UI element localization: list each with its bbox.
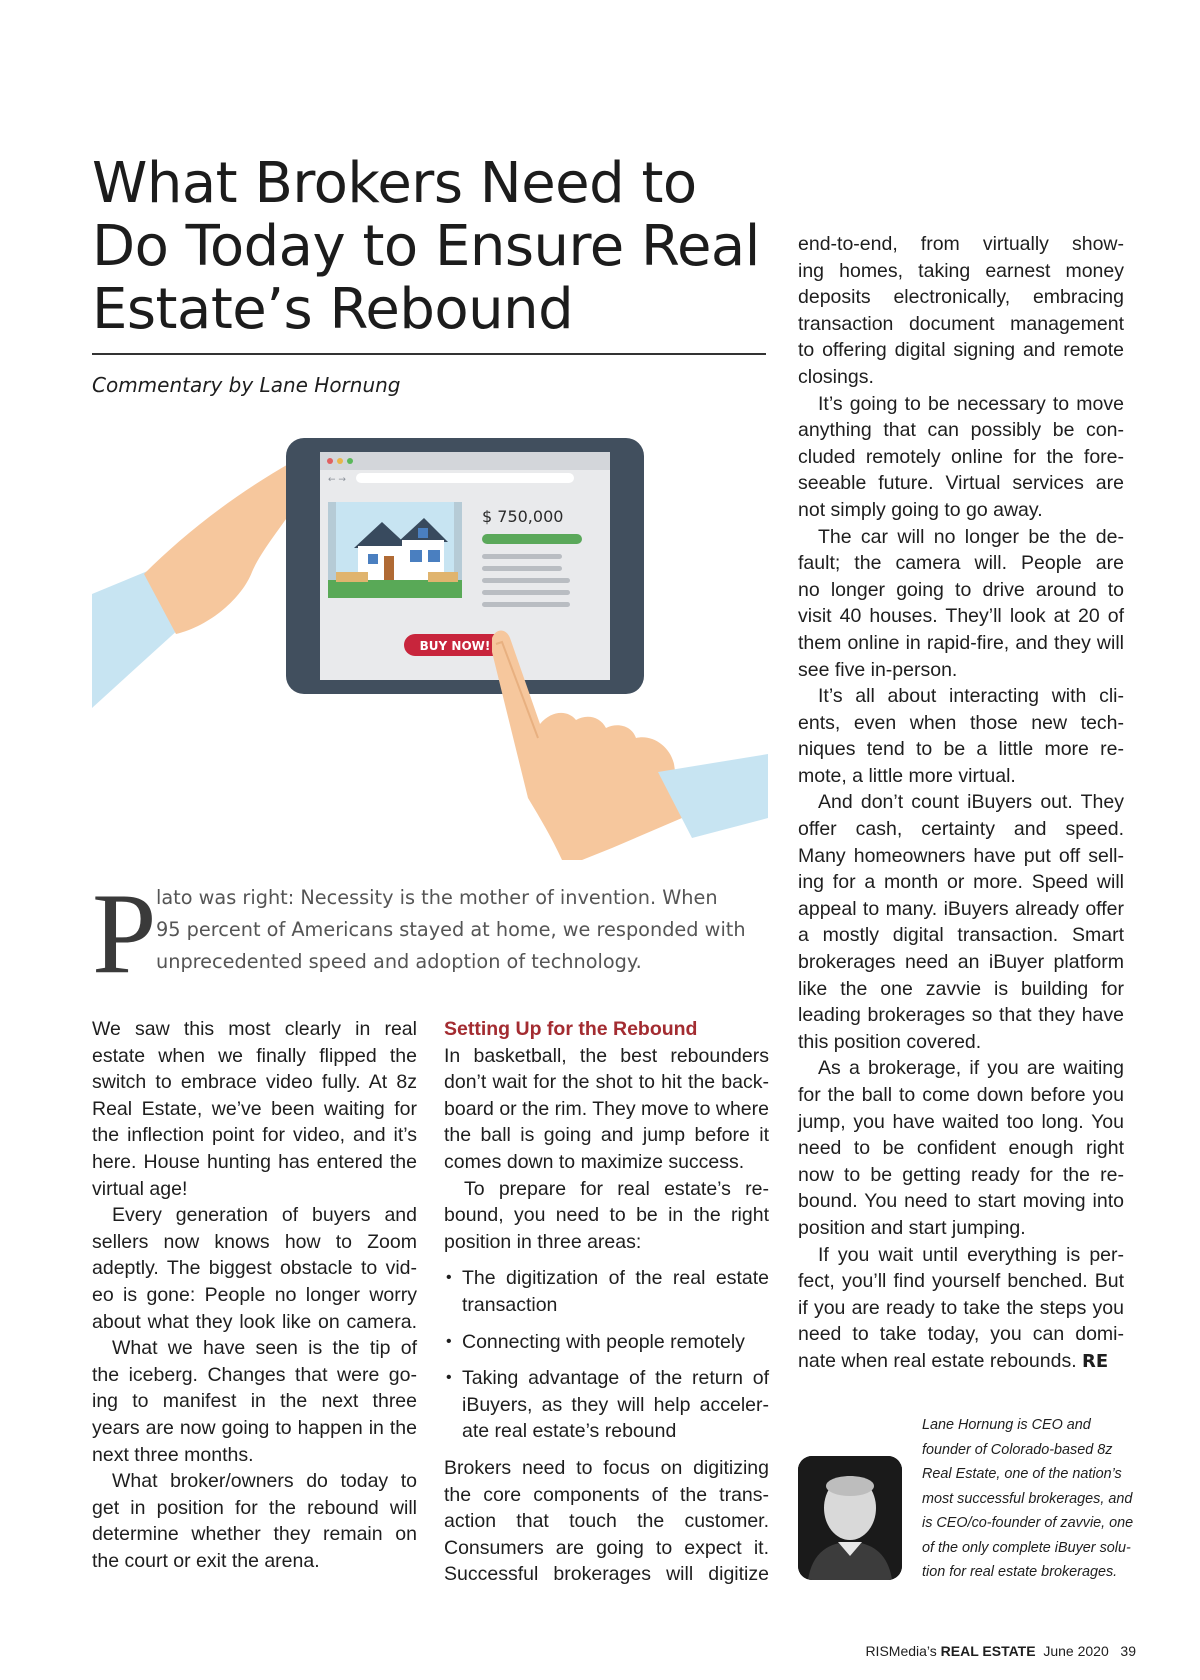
body-line: need to be confident enough right bbox=[798, 1137, 1124, 1160]
bio-line: Real Estate, one of the nation’s bbox=[922, 1466, 1122, 1482]
end-mark: RE bbox=[1082, 1350, 1109, 1372]
footer-magazine: REAL ESTATE bbox=[940, 1643, 1036, 1659]
body-column-2 bbox=[444, 1016, 769, 1588]
body-line: Many homeowners have put off sell- bbox=[798, 844, 1124, 867]
drop-cap: P bbox=[92, 870, 157, 998]
body-line-final: nate when real estate rebounds. bbox=[798, 1349, 1077, 1372]
footer-brand: RISMedia’s bbox=[865, 1643, 937, 1659]
bullet-item bbox=[444, 1265, 769, 1318]
body-line: To prepare for real estate’s re- bbox=[464, 1177, 769, 1200]
tablet-house-listing-illustration bbox=[92, 438, 768, 860]
intro-line: unprecedented speed and adoption of technology. bbox=[156, 950, 642, 973]
body-line: We saw this most clearly in real bbox=[92, 1018, 417, 1040]
body-line: determine whether they remain on bbox=[92, 1523, 417, 1546]
body-line bbox=[798, 1348, 1124, 1376]
intro-line: lato was right: Necessity is the mother of invention. When bbox=[156, 886, 718, 909]
body-line: sellers now knows how to Zoom bbox=[92, 1230, 417, 1253]
body-column-3 bbox=[798, 231, 1124, 1376]
bullet-line: iBuyers, as they will help acceler- bbox=[462, 1393, 769, 1416]
body-line: brokerages need an iBuyer platform bbox=[798, 951, 1124, 974]
body-line: ents, even when those new tech- bbox=[798, 711, 1124, 734]
svg-text:← →: ← → bbox=[328, 475, 346, 485]
body-line: Consumers are going to expect it. bbox=[444, 1536, 769, 1559]
body-line: years are now going to happen in the bbox=[92, 1416, 417, 1439]
body-line: And don’t count iBuyers out. They bbox=[818, 791, 1124, 814]
body-line: like the one zavvie is building for bbox=[798, 977, 1124, 1000]
body-line: no longer going to drive around to bbox=[798, 578, 1124, 601]
intro-paragraph bbox=[92, 870, 768, 998]
body-line: don’t wait for the shot to hit the back- bbox=[444, 1071, 769, 1094]
author-bio bbox=[922, 1413, 1134, 1585]
section-subhead: Setting Up for the Rebound bbox=[444, 1018, 698, 1040]
body-line: action that touch the customer. bbox=[444, 1510, 769, 1533]
body-line: them online in rapid-fire, and they will bbox=[798, 631, 1124, 654]
bio-line: founder of Colorado-based 8z bbox=[922, 1441, 1113, 1458]
body-line: about what they look like on camera. bbox=[92, 1310, 417, 1333]
author-photo-icon bbox=[798, 1456, 902, 1580]
body-line: now to be getting ready for the re- bbox=[798, 1163, 1124, 1186]
body-line: What broker/owners do today to bbox=[112, 1470, 417, 1493]
body-line: In basketball, the best rebounders bbox=[444, 1044, 769, 1067]
body-line: the iceberg. Changes that were go- bbox=[92, 1363, 417, 1386]
body-line: Real Estate, we’ve been waiting for bbox=[92, 1097, 417, 1120]
listing-price: $ 750,000 bbox=[482, 507, 564, 526]
bullet-line: transaction bbox=[462, 1293, 558, 1316]
body-line: this position covered. bbox=[798, 1030, 982, 1053]
body-line: need to take today, you can domi- bbox=[798, 1323, 1124, 1346]
body-column-1 bbox=[92, 1016, 417, 1574]
body-line: end-to-end, from virtually show- bbox=[798, 233, 1124, 255]
body-line: closings. bbox=[798, 365, 874, 388]
body-line: for the ball to come down before you bbox=[798, 1084, 1124, 1106]
body-line: seeable future. Virtual services are bbox=[798, 472, 1124, 495]
body-line: What we have seen is the tip of bbox=[112, 1337, 417, 1360]
body-line: the ball is going and jump before it bbox=[444, 1124, 769, 1147]
price-bar bbox=[482, 534, 582, 544]
page-number: 39 bbox=[1120, 1643, 1136, 1659]
bullet-line: ate real estate’s rebound bbox=[462, 1420, 677, 1443]
body-line: mote, a little more virtual. bbox=[798, 764, 1016, 787]
body-line: here. House hunting has entered the bbox=[92, 1150, 417, 1173]
body-line: deposits electronically, embracing bbox=[798, 286, 1124, 309]
body-line: niques tend to be a little more re- bbox=[798, 738, 1124, 761]
body-line: the core components of the trans- bbox=[444, 1483, 769, 1506]
body-line: virtual age! bbox=[92, 1177, 188, 1200]
body-line: jump, you have waited too long. You bbox=[798, 1110, 1124, 1133]
body-line: a mostly digital transaction. Smart bbox=[798, 924, 1124, 947]
body-line: the court or exit the arena. bbox=[92, 1549, 320, 1572]
bullet-line: • Taking advantage of the return of bbox=[462, 1367, 769, 1390]
article-title bbox=[92, 151, 760, 342]
body-line: appeal to many. iBuyers already offer bbox=[798, 897, 1124, 920]
body-line: anything that can possibly be con- bbox=[798, 419, 1124, 442]
body-line: board or the rim. They move to where bbox=[444, 1097, 769, 1120]
body-line: get in position for the rebound will bbox=[92, 1496, 417, 1519]
title-line: What Brokers Need to bbox=[92, 151, 697, 216]
title-line: Do Today to Ensure Real bbox=[92, 214, 760, 279]
body-line: switch to embrace video fully. At 8z bbox=[92, 1071, 417, 1094]
body-line: fault; the camera will. People are bbox=[798, 552, 1124, 575]
title-divider bbox=[92, 353, 766, 355]
body-line: Brokers need to focus on digitizing bbox=[444, 1456, 769, 1479]
body-line: next three months. bbox=[92, 1443, 254, 1466]
body-line: If you wait until everything is per- bbox=[818, 1243, 1124, 1266]
byline: Commentary by Lane Hornung bbox=[92, 373, 401, 397]
body-line: offer cash, certainty and speed. bbox=[798, 818, 1124, 841]
footer-issue: June 2020 bbox=[1043, 1643, 1109, 1659]
body-line: ing for a month or more. Speed will bbox=[798, 871, 1124, 894]
bullet-line: • Connecting with people remotely bbox=[462, 1330, 745, 1353]
bio-line: most successful brokerages, and bbox=[922, 1490, 1133, 1507]
body-line: The car will no longer be the de- bbox=[818, 525, 1124, 548]
body-line: ing to manifest in the next three bbox=[92, 1390, 417, 1413]
svg-text:BUY NOW!: BUY NOW! bbox=[419, 639, 491, 653]
bio-line: of the only complete iBuyer solu- bbox=[922, 1539, 1131, 1556]
body-line: if you are ready to take the steps you bbox=[798, 1296, 1124, 1319]
body-line: adeptly. The biggest obstacle to vid- bbox=[92, 1257, 417, 1280]
bullet-line: • The digitization of the real estate bbox=[462, 1267, 769, 1290]
body-line: As a brokerage, if you are waiting bbox=[818, 1057, 1124, 1080]
body-line: leading brokerages so that they have bbox=[798, 1004, 1124, 1027]
right-sleeve bbox=[658, 754, 768, 838]
title-line: Estate’s Rebound bbox=[92, 277, 574, 342]
body-line: comes down to maximize success. bbox=[444, 1150, 745, 1173]
body-line: transaction document management bbox=[798, 312, 1124, 335]
body-line: Every generation of buyers and bbox=[112, 1204, 417, 1227]
page-footer bbox=[865, 1643, 1136, 1659]
body-line: fect, you’ll find yourself benched. But bbox=[798, 1270, 1124, 1293]
body-line: It’s going to be necessary to move bbox=[818, 392, 1124, 415]
body-line: see five in-person. bbox=[798, 658, 958, 681]
bio-line: tion for real estate brokerages. bbox=[922, 1564, 1118, 1580]
body-line: bound. You need to start moving into bbox=[798, 1190, 1124, 1213]
intro-line: 95 percent of Americans stayed at home, we responded with bbox=[156, 918, 746, 941]
body-line: Successful brokerages will digitize bbox=[444, 1563, 769, 1586]
body-line: bound, you need to be in the right bbox=[444, 1204, 769, 1227]
body-line: to offering digital signing and remote bbox=[798, 339, 1124, 362]
bullet-item bbox=[444, 1365, 769, 1445]
body-line: ing homes, taking earnest money bbox=[798, 259, 1124, 282]
body-line: visit 40 houses. They’ll look at 20 of bbox=[798, 605, 1124, 628]
body-line: estate when we finally flipped the bbox=[92, 1044, 417, 1067]
body-line: position in three areas: bbox=[444, 1230, 642, 1253]
body-line: cluded remotely online for the fore- bbox=[798, 445, 1124, 468]
bio-line: Lane Hornung is CEO and bbox=[922, 1417, 1091, 1433]
body-line: It’s all about interacting with cli- bbox=[818, 685, 1124, 708]
body-line: the inflection point for video, and it’s bbox=[92, 1124, 417, 1147]
body-line: not simply going to go away. bbox=[798, 498, 1043, 521]
body-line: position and start jumping. bbox=[798, 1216, 1026, 1239]
bullet-item bbox=[444, 1329, 769, 1356]
author-portrait bbox=[798, 1456, 902, 1580]
bio-line: is CEO/co-founder of zavvie, one bbox=[922, 1515, 1134, 1531]
body-line: eo is gone: People no longer worry bbox=[92, 1283, 417, 1306]
